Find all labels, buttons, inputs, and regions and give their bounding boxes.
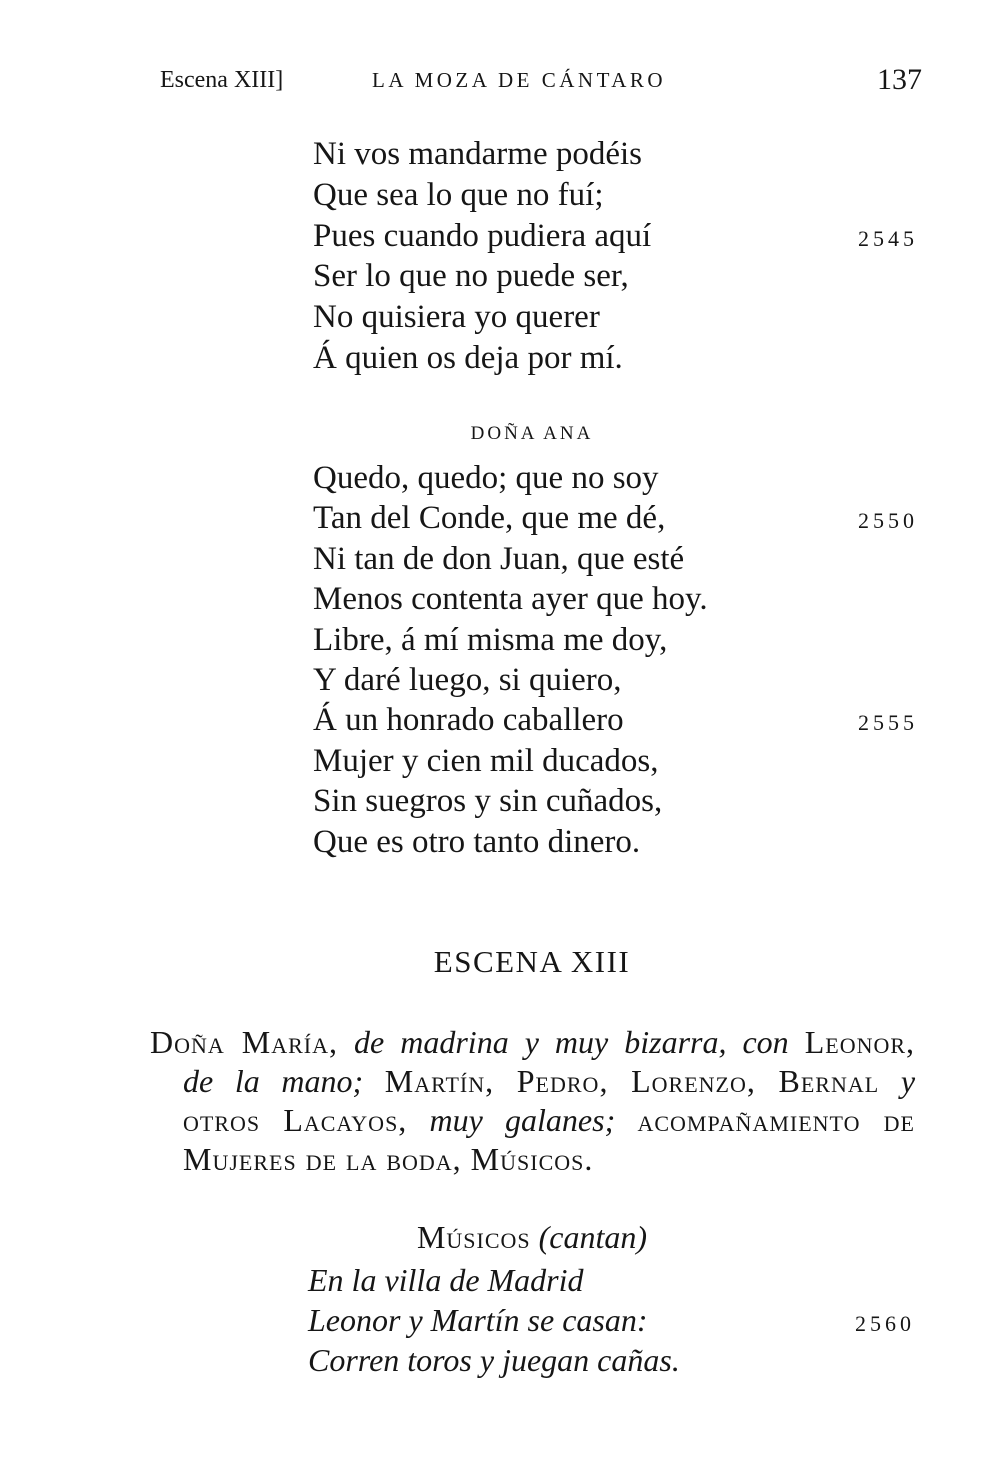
verse-text: Sin suegros y sin cuñados, — [313, 783, 663, 820]
verse-text: Y daré luego, si quiero, — [313, 661, 622, 698]
verse-block — [313, 458, 918, 862]
verse-line — [313, 458, 918, 498]
stage-direction-italic: de madrina y muy bizarra, con — [354, 1024, 789, 1060]
stage-direction-line — [150, 1062, 915, 1101]
character-names: Martín, Pedro, Lorenzo, Bernal — [384, 1063, 880, 1099]
verse-line — [313, 498, 918, 538]
verse-line — [308, 1260, 915, 1300]
verse-text: Libre, á mí misma me doy, — [313, 621, 668, 658]
speaker-label: DOÑA ANA — [470, 423, 594, 444]
song-verse-block — [308, 1260, 915, 1380]
verse-line — [313, 216, 918, 257]
verse-text: Mujer y cien mil ducados, — [313, 742, 659, 779]
verse-text: Que sea lo que no fuí; — [313, 176, 604, 213]
verse-block — [313, 134, 918, 379]
verse-line — [313, 700, 918, 740]
stage-direction-line — [150, 1101, 915, 1140]
verse-text: Tan del Conde, que me dé, — [313, 500, 666, 537]
verse-line — [313, 660, 918, 700]
verse-line — [313, 781, 918, 821]
running-header — [0, 60, 1000, 100]
verse-text: En la villa de Madrid — [308, 1262, 584, 1298]
character-names: Leonor, — [804, 1024, 916, 1060]
stage-direction — [150, 1023, 915, 1179]
character-names: otros Lacayos, — [183, 1102, 408, 1138]
verse-text: Menos contenta ayer que hoy. — [313, 581, 708, 618]
verse-line — [313, 822, 918, 862]
verse-line — [313, 175, 918, 216]
section-marker: Escena XIII] — [160, 67, 284, 93]
stage-direction-line — [150, 1140, 915, 1179]
verse-line — [308, 1340, 915, 1380]
line-number: 2545 — [858, 225, 918, 251]
stage-direction-italic: y — [900, 1063, 916, 1099]
speaker-name: Músicos — [416, 1219, 531, 1255]
scene-heading: ESCENA XIII — [433, 944, 631, 979]
verse-line — [313, 620, 918, 660]
verse-text: Que es otro tanto dinero. — [313, 823, 641, 860]
verse-line — [308, 1300, 915, 1340]
stage-direction-italic: de la mano; — [183, 1063, 364, 1099]
verse-text: Ni tan de don Juan, que esté — [313, 540, 685, 577]
line-number: 2555 — [858, 710, 918, 736]
speaker-label — [132, 1217, 932, 1257]
verse-text: No quisiera yo querer — [313, 299, 600, 336]
verse-line — [313, 741, 918, 781]
verse-text: Ni vos mandarme podéis — [313, 136, 643, 172]
verse-text: Pues cuando pudiera aquí — [313, 217, 652, 254]
stage-direction-line — [150, 1023, 915, 1062]
verse-text: Corren toros y juegan cañas. — [308, 1342, 680, 1378]
verse-line — [313, 579, 918, 619]
running-title: LA MOZA DE CÁNTARO — [372, 68, 667, 92]
speaker-direction: (cantan) — [538, 1219, 648, 1255]
verse-line — [313, 134, 918, 175]
stage-direction-italic: muy galanes; — [429, 1102, 616, 1138]
character-names: Mujeres de la boda, Músicos. — [183, 1141, 594, 1177]
verse-text: Quedo, quedo; que no soy — [313, 460, 659, 496]
verse-line — [313, 539, 918, 579]
verse-line — [313, 256, 918, 297]
verse-text: Ser lo que no puede ser, — [313, 258, 629, 295]
verse-text: Á quien os deja por mí. — [313, 339, 623, 376]
verse-line — [313, 338, 918, 379]
verse-text: Á un honrado caballero — [313, 702, 624, 739]
line-number: 2560 — [855, 1311, 915, 1336]
line-number: 2550 — [858, 508, 918, 534]
verse-line — [313, 297, 918, 338]
character-names: Doña María, — [150, 1024, 339, 1060]
page-number: 137 — [877, 63, 922, 96]
character-names: acompañamiento de — [637, 1102, 915, 1138]
verse-text: Leonor y Martín se casan: — [308, 1302, 648, 1338]
